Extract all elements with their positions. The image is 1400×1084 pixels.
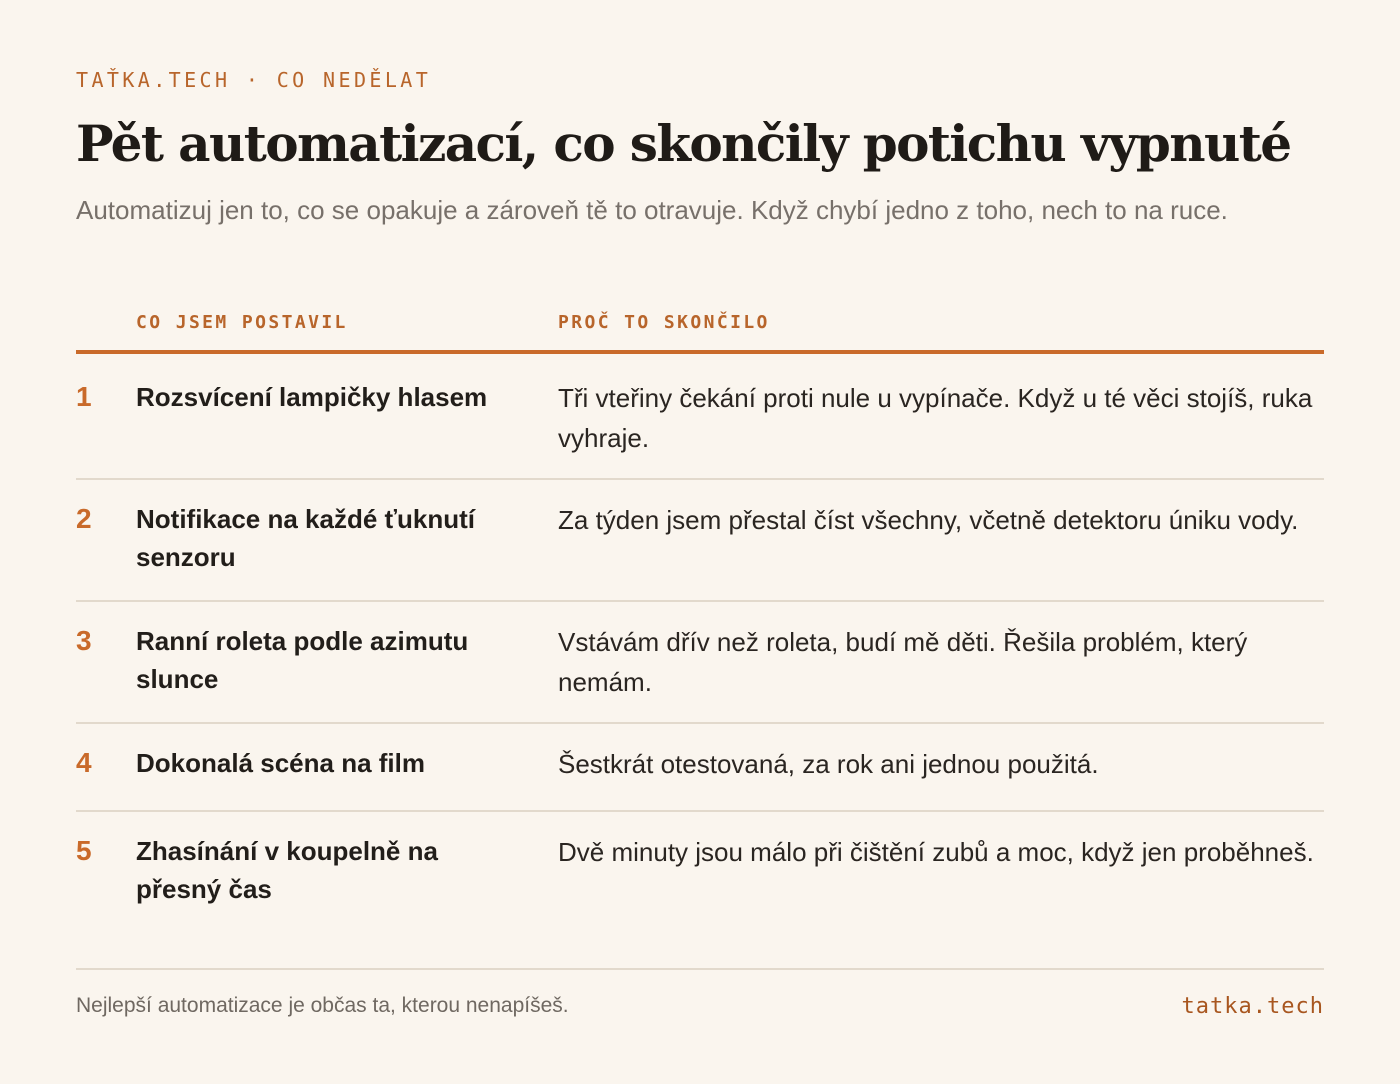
row-number: 1 (76, 381, 92, 412)
footer-brand: tatka.tech (1181, 994, 1324, 1019)
row-number: 5 (76, 835, 92, 866)
footer-note: Nejlepší automatizace je občas ta, kterou nenapíšeš. (76, 994, 569, 1017)
row-why: Dvě minuty jsou málo při čištění zubů a moc, když jen proběhneš. (558, 837, 1314, 867)
row-number: 2 (76, 503, 92, 534)
row-number: 3 (76, 625, 92, 656)
row-what: Ranní roleta podle azimutu slunce (136, 626, 469, 694)
row-why: Šestkrát otestovaná, za rok ani jednou použitá. (558, 749, 1099, 779)
table-row (76, 832, 1324, 932)
row-what: Dokonalá scéna na film (136, 748, 425, 778)
row-number: 4 (76, 747, 92, 778)
table-row (76, 744, 1324, 812)
row-why: Vstávám dřív než roleta, budí mě děti. Řešila problém, který nemám. (558, 627, 1248, 697)
table-header (76, 310, 1324, 354)
subtitle: Automatizuj jen to, co se opakuje a zároveň tě to otravuje. Když chybí jedno z toho, nech to na ruce. (76, 195, 1228, 225)
eyebrow: TAŤKA.TECH · CO NEDĚLAT (76, 68, 432, 92)
row-why: Tři vteřiny čekání proti nule u vypínače. Když u té věci stojíš, ruka vyhraje. (558, 383, 1313, 453)
column-header-why: PROČ TO SKONČILO (558, 312, 770, 333)
row-why: Za týden jsem přestal číst všechny, včetně detektoru úniku vody. (558, 505, 1299, 535)
row-what: Zhasínání v koupelně na přesný čas (136, 836, 438, 904)
page-title: Pět automatizací, co skončily potichu vypnuté (76, 114, 1291, 173)
table-row (76, 622, 1324, 724)
table-row (76, 378, 1324, 480)
footer (76, 968, 1324, 1019)
column-header-what: CO JSEM POSTAVIL (136, 312, 348, 333)
row-what: Notifikace na každé ťuknutí senzoru (136, 504, 475, 572)
table-row (76, 500, 1324, 602)
row-what: Rozsvícení lampičky hlasem (136, 382, 488, 412)
